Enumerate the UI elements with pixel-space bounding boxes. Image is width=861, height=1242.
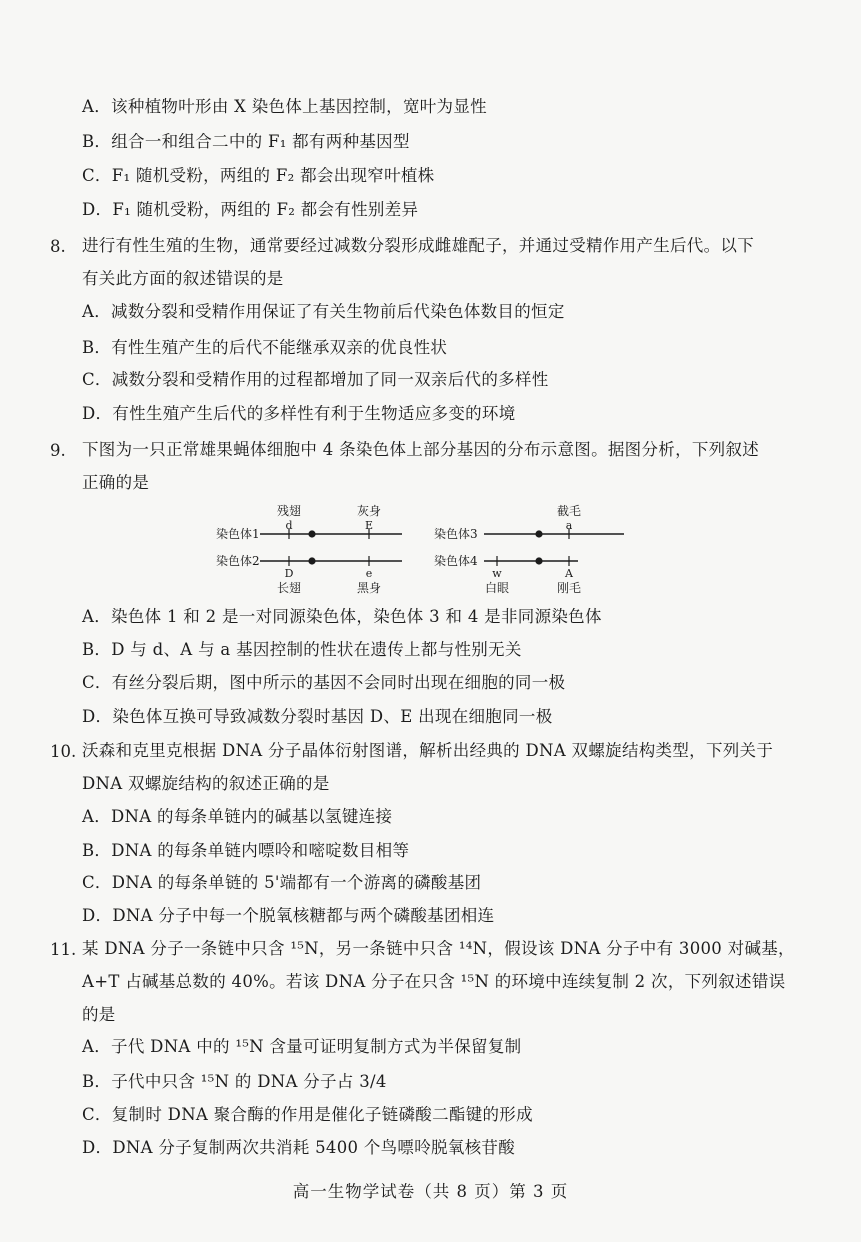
- trait-canchi: 残翅: [276, 504, 302, 518]
- q11-stem-line1: 某 DNA 分子一条链中只含 ¹⁵N，另一条链中只含 ¹⁴N，假设该 DNA 分子中有 3000 对碱基，: [82, 939, 795, 958]
- q7-option-b: B．组合一和组合二中的 F₁ 都有两种基因型: [82, 132, 410, 151]
- trait-gangmao: 刚毛: [556, 581, 582, 595]
- trait-jiemao: 截毛: [556, 504, 582, 518]
- q8-option-d: D．有性生殖产生后代的多样性有利于生物适应多变的环境: [82, 404, 516, 423]
- q9-option-c: C．有丝分裂后期，图中所示的基因不会同时出现在细胞的同一极: [82, 673, 566, 692]
- q9-number: 9.: [50, 441, 66, 460]
- q8-stem-line1: 进行有性生殖的生物，通常要经过减数分裂形成雌雄配子，并通过受精作用产生后代。以下: [82, 236, 754, 255]
- gene-E: E: [364, 519, 374, 532]
- chr1-label: 染色体1: [216, 527, 260, 541]
- q10-option-c: C．DNA 的每条单链的 5'端都有一个游离的磷酸基团: [82, 873, 482, 892]
- q10-stem-line2: DNA 双螺旋结构的叙述正确的是: [82, 774, 330, 793]
- q9-option-d: D．染色体互换可导致减数分裂时基因 D、E 出现在细胞同一极: [82, 707, 553, 726]
- q11-option-c: C．复制时 DNA 聚合酶的作用是催化子链磷酸二酯键的形成: [82, 1105, 533, 1124]
- q9-option-b: B．D 与 d、A 与 a 基因控制的性状在遗传上都与性别无关: [82, 640, 522, 659]
- q7-option-c: C．F₁ 随机受粉，两组的 F₂ 都会出现窄叶植株: [82, 166, 435, 185]
- q10-option-a: A．DNA 的每条单链内的碱基以氢键连接: [82, 807, 393, 826]
- trait-changchi: 长翅: [276, 581, 302, 595]
- chr2-centromere: [308, 557, 315, 564]
- q8-option-a: A．减数分裂和受精作用保证了有关生物前后代染色体数目的恒定: [82, 302, 565, 321]
- gene-d: d: [285, 519, 293, 532]
- q11-stem-line2: A+T 占碱基总数的 40%。若该 DNA 分子在只含 ¹⁵N 的环境中连续复制 2 次，下列叙述错误: [82, 972, 786, 991]
- trait-heishen: 黑身: [356, 581, 382, 595]
- chr3-label: 染色体3: [434, 527, 478, 541]
- chr2-label: 染色体2: [216, 554, 260, 568]
- gene-A: A: [565, 567, 573, 580]
- q10-number: 10.: [50, 742, 77, 761]
- q10-stem-line1: 沃森和克里克根据 DNA 分子晶体衍射图谱，解析出经典的 DNA 双螺旋结构类型，下列关于: [82, 741, 774, 760]
- chr1-centromere: [308, 530, 315, 537]
- q8-number: 8.: [50, 237, 66, 256]
- q7-option-d: D．F₁ 随机受粉，两组的 F₂ 都会有性别差异: [82, 200, 419, 219]
- q8-stem-line2: 有关此方面的叙述错误的是: [82, 269, 284, 288]
- q11-option-d: D．DNA 分子复制两次共消耗 5400 个鸟嘌呤脱氧核苷酸: [82, 1138, 516, 1157]
- q11-stem-line3: 的是: [82, 1005, 116, 1024]
- chr3-centromere: [535, 530, 542, 537]
- gene-w: w: [492, 567, 502, 580]
- q10-option-b: B．DNA 的每条单链内嘌呤和嘧啶数目相等: [82, 841, 410, 860]
- chr4-centromere: [535, 557, 542, 564]
- q11-option-b: B．子代中只含 ¹⁵N 的 DNA 分子占 3/4: [82, 1072, 387, 1091]
- q8-option-b: B．有性生殖产生的后代不能继承双亲的优良性状: [82, 338, 448, 357]
- q10-option-d: D．DNA 分子中每一个脱氧核糖都与两个磷酸基团相连: [82, 906, 495, 925]
- page-footer: 高一生物学试卷（共 8 页）第 3 页: [292, 1182, 569, 1201]
- gene-e: e: [365, 567, 373, 580]
- gene-D: D: [284, 567, 294, 580]
- q8-option-c: C．减数分裂和受精作用的过程都增加了同一双亲后代的多样性: [82, 370, 549, 389]
- gene-a: a: [565, 519, 573, 532]
- q9-stem-line2: 正确的是: [82, 473, 150, 492]
- q9-stem-line1: 下图为一只正常雄果蝇体细胞中 4 条染色体上部分基因的分布示意图。据图分析，下列叙述: [82, 440, 760, 459]
- trait-baiyan: 白眼: [484, 581, 510, 595]
- q11-option-a: A．子代 DNA 中的 ¹⁵N 含量可证明复制方式为半保留复制: [82, 1037, 522, 1056]
- q9-option-a: A．染色体 1 和 2 是一对同源染色体，染色体 3 和 4 是非同源染色体: [82, 607, 602, 626]
- trait-huishen: 灰身: [356, 504, 382, 518]
- chromosome-diagram: [212, 500, 632, 600]
- q11-number: 11.: [50, 940, 77, 959]
- chr4-label: 染色体4: [434, 554, 478, 568]
- q7-option-a: A．该种植物叶形由 X 染色体上基因控制，宽叶为显性: [82, 97, 487, 116]
